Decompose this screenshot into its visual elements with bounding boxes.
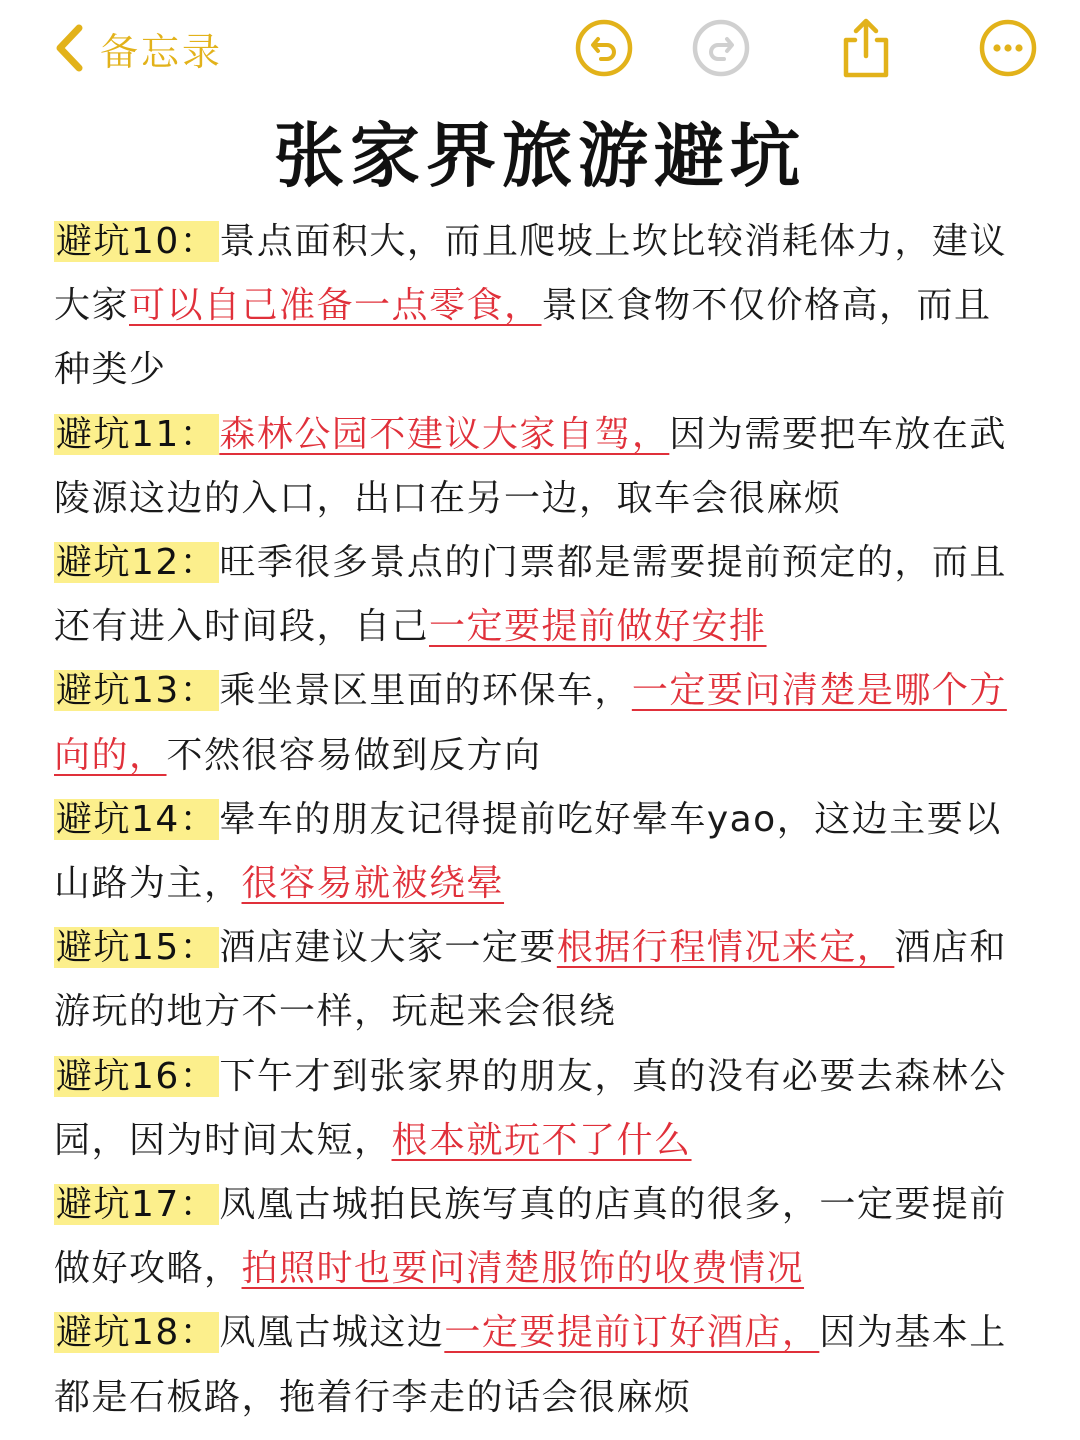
more-button[interactable] [978, 18, 1038, 78]
tip-text: 乘坐景区里面的环保车， [219, 670, 632, 712]
tip-tag: 避坑18： [56, 1312, 218, 1354]
tip-tag: 避坑15： [56, 927, 218, 969]
share-icon [836, 16, 896, 80]
tip-highlight: 很容易就被绕晕 [241, 863, 505, 905]
tip-tag: 避坑12： [56, 542, 218, 584]
redo-button[interactable] [691, 18, 751, 78]
tip-15 [54, 916, 1020, 1044]
redo-icon [691, 18, 751, 78]
tip-tag: 避坑14： [56, 798, 218, 840]
tip-13 [54, 659, 1020, 787]
tip-text: 下午才到张家界的朋友，真的没有必要去森林公园，因为时间太短， [54, 1055, 1007, 1161]
tip-text-after: 景区食物不仅价格高，而且种类少 [54, 285, 992, 391]
tip-text-after: 酒店和游玩的地方不一样，玩起来会很绕 [54, 927, 1007, 1033]
tip-highlight: 根本就玩不了什么 [391, 1119, 692, 1161]
tip-highlight: 森林公园不建议大家自驾， [219, 413, 670, 455]
tip-12 [54, 531, 1020, 659]
back-button[interactable] [52, 18, 223, 78]
tip-text: 酒店建议大家一定要 [219, 927, 557, 969]
tip-highlight: 一定要提前做好安排 [429, 606, 767, 648]
tip-tag: 避坑11： [56, 413, 218, 455]
tip-highlight: 可以自己准备一点零食， [129, 285, 542, 327]
tip-text: 景点面积大，而且爬坡上坎比较消耗体力，建议大家 [54, 221, 1007, 327]
tip-highlight: 拍照时也要问清楚服饰的收费情况 [241, 1248, 805, 1290]
tip-16 [54, 1045, 1020, 1173]
tip-17 [54, 1173, 1020, 1301]
tip-highlight: 一定要问清楚是哪个方向的， [54, 670, 1007, 776]
back-label: 备忘录 [100, 29, 224, 74]
tip-text-after: 不然很容易做到反方向 [166, 734, 542, 776]
tip-10 [54, 210, 1020, 403]
tip-tag: 避坑16： [56, 1055, 218, 1097]
tip-11 [54, 403, 1020, 531]
share-button[interactable] [836, 18, 896, 78]
tip-text: 晕车的朋友记得提前吃好晕车yao，这边主要以山路为主， [54, 798, 1002, 905]
undo-button[interactable] [574, 18, 634, 78]
tip-tag: 避坑10： [56, 221, 218, 262]
tip-14 [54, 788, 1020, 916]
tip-highlight: 根据行程情况来定， [556, 927, 895, 969]
tip-text: 凤凰古城这边 [219, 1312, 445, 1354]
more-icon [978, 18, 1038, 78]
tip-highlight: 一定要提前订好酒店， [444, 1312, 820, 1354]
tip-tag: 避坑13： [56, 670, 218, 712]
note-body[interactable] [54, 210, 1020, 1430]
note-title: 张家界旅游避坑 [274, 115, 806, 197]
chevron-left-icon [52, 23, 86, 73]
tip-text-after: 因为基本上都是石板路，拖着行李走的话会很麻烦 [54, 1312, 1007, 1418]
tip-text: 旺季很多景点的门票都是需要提前预定的，而且还有进入时间段，自己 [54, 542, 1007, 648]
tip-text-after: 因为需要把车放在武陵源这边的入口，出口在另一边，取车会很麻烦 [54, 413, 1007, 519]
tip-text: 凤凰古城拍民族写真的店真的很多，一定要提前做好攻略， [54, 1184, 1007, 1290]
undo-icon [574, 18, 634, 78]
tip-tag: 避坑17： [56, 1184, 218, 1226]
navigation-bar [0, 0, 1080, 100]
tip-18 [54, 1301, 1020, 1429]
